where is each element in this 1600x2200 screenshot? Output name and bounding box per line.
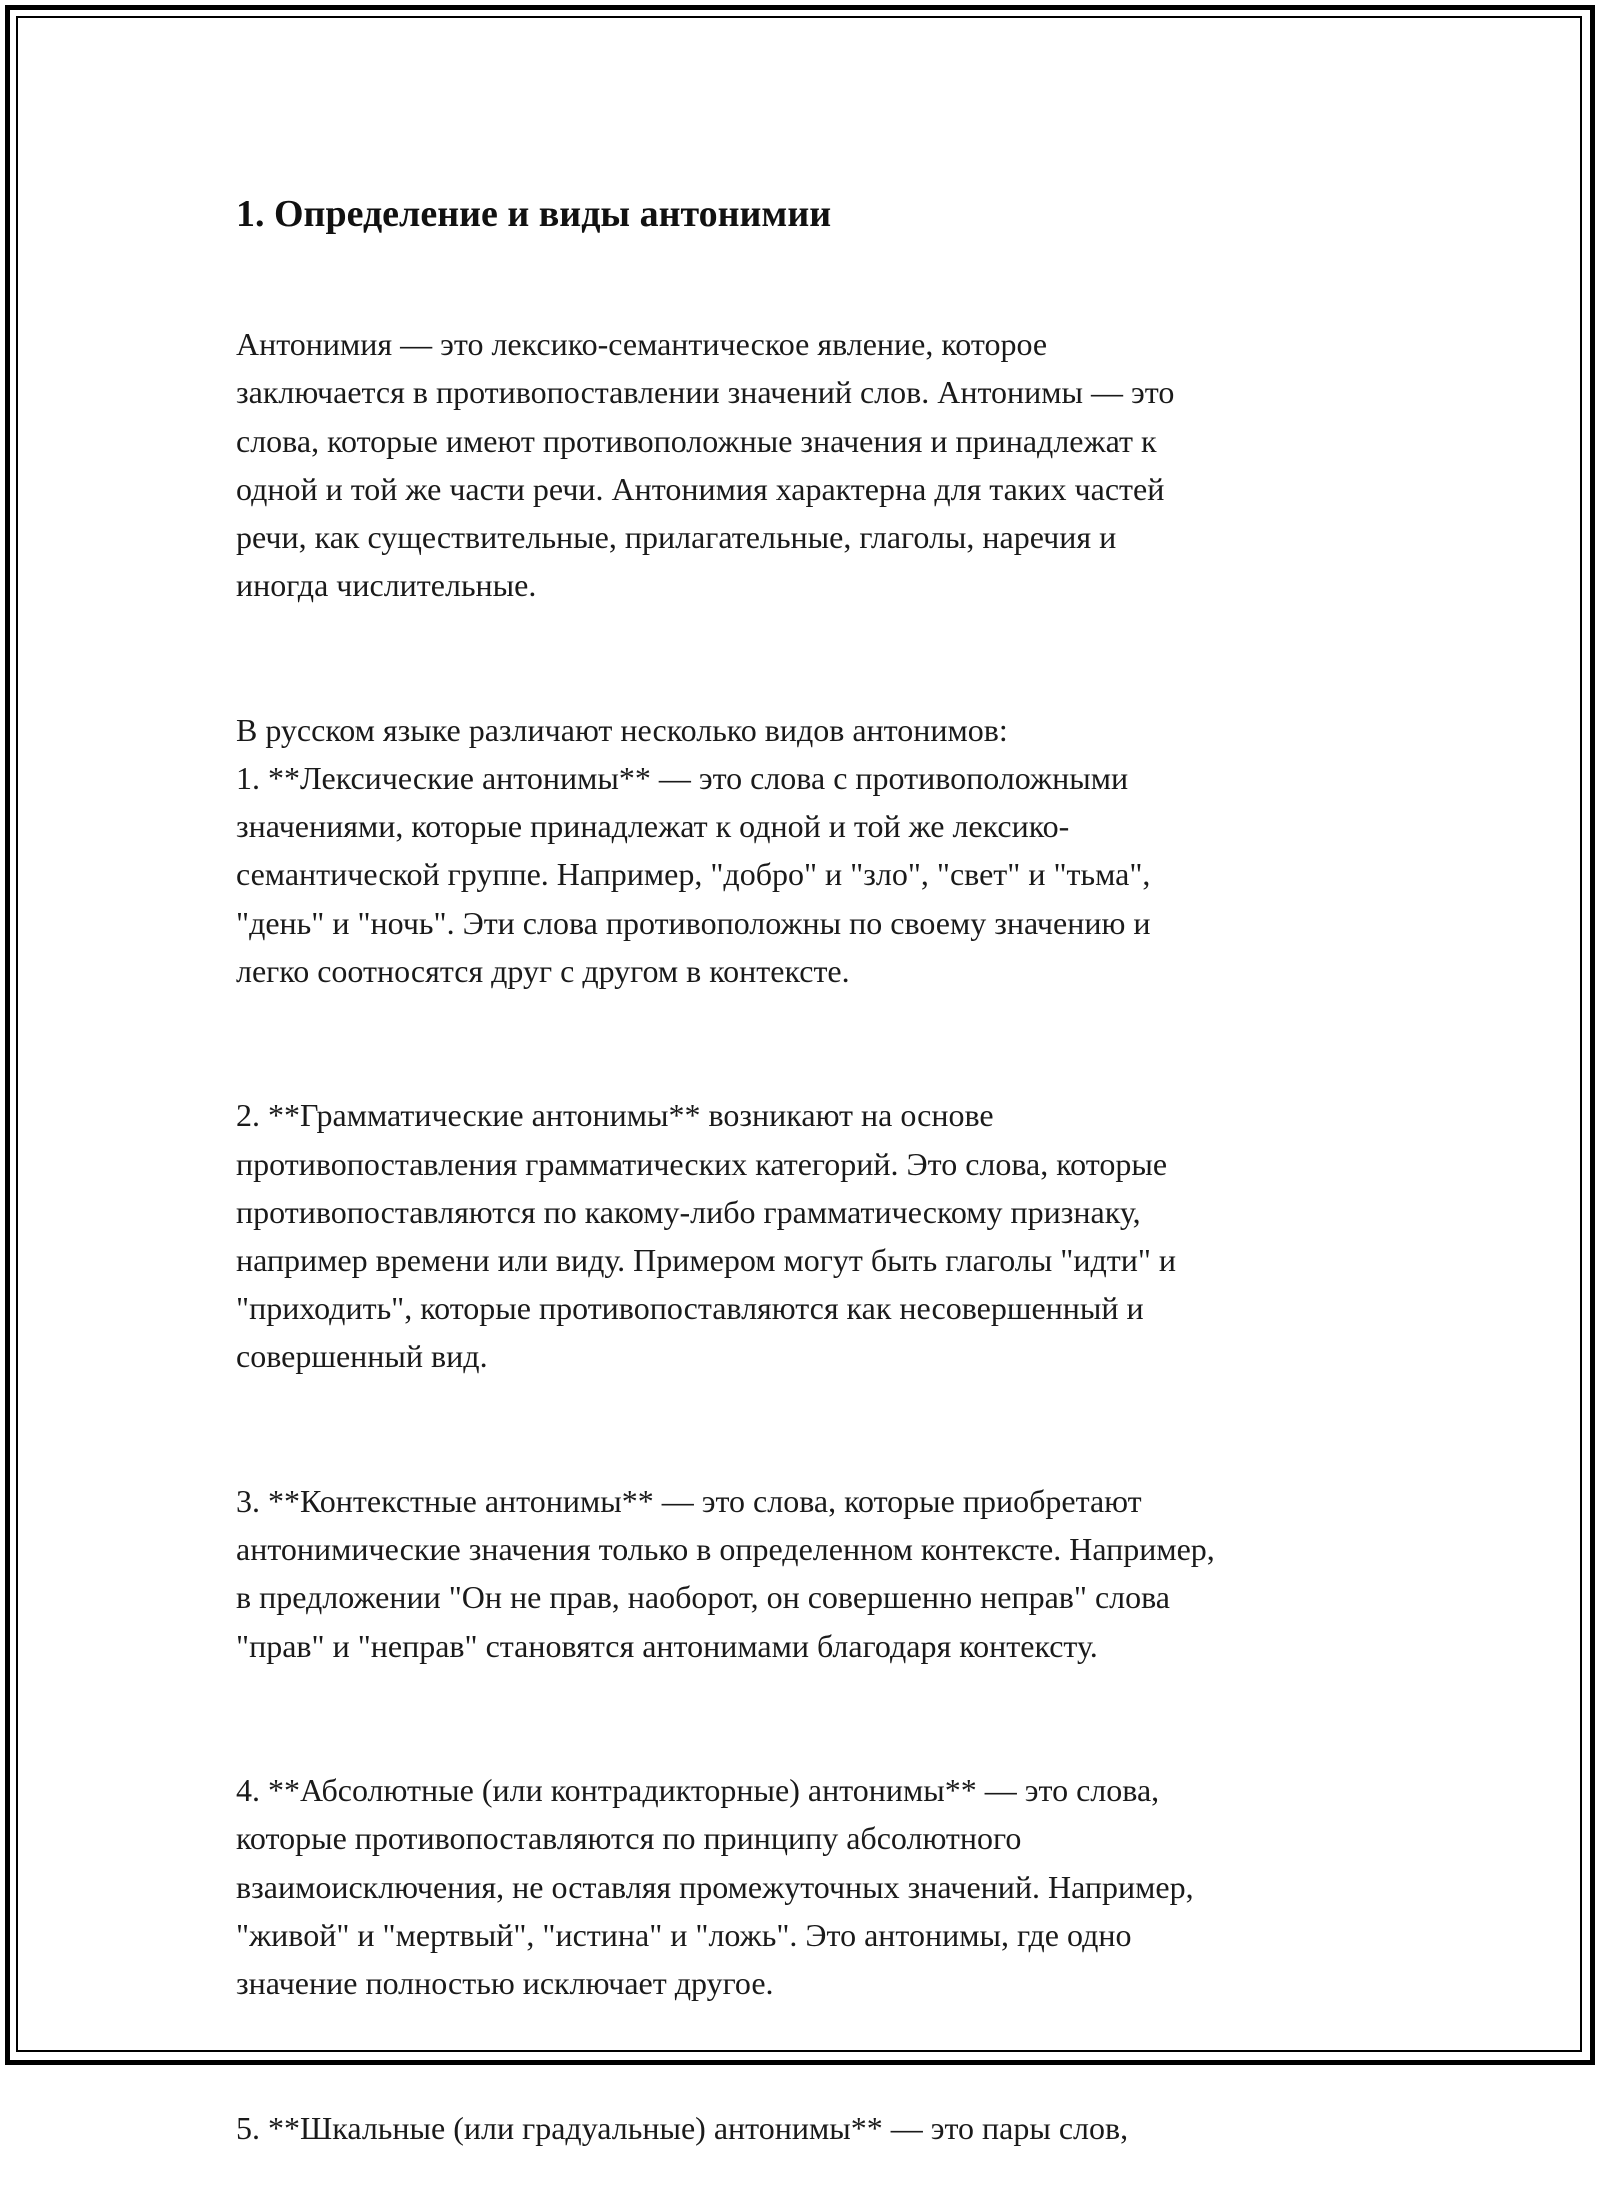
paragraph-lexical-antonyms: В русском языке различают несколько видов антонимов: 1. **Лексические антонимы** — это слова с противоположными значениями, которые принадлежат к одной и той же лексико- семантической группе. Например, "добро" и "зло", "свет" и "тьма", "день" и "ночь". Эти слова противоположны по своему значению и легко соотносятся друг с другом в контексте. — [236, 711, 1151, 989]
section-heading: 1. Определение и виды антонимии — [236, 193, 832, 235]
paragraph-contextual-antonyms: 3. **Контекстные антонимы** — это слова, которые приобретают антонимические значения только в определенном контексте. Например, в предложении "Он не прав, наоборот, он совершенно неправ" слова "прав" и "неправ" становятся антонимами благодаря контексту. — [236, 1483, 1215, 1664]
document-content — [236, 188, 1386, 2200]
paragraph-absolute-antonyms: 4. **Абсолютные (или контрадикторные) антонимы** — это слова, которые противопоставляются по принципу абсолютного взаимоисключения, не оставляя промежуточных значений. Например, "живой" и "мертвый", "истина" и "ложь". Это антонимы, где одно значение полностью исключает другое. — [236, 1772, 1194, 2002]
paragraph-scalar-antonyms: 5. **Шкальные (или градуальные) антонимы** — это пары слов, — [236, 2109, 1129, 2146]
paragraph-definition: Антонимия — это лексико-семантическое явление, которое заключается в противопоставлении значений слов. Антонимы — это слова, которые имеют противоположные значения и принадлежат к одной и той же части речи. Антонимия характерна для таких частей речи, как существительные, прилагательные, глаголы, наречия и иногда числительные. — [236, 326, 1175, 604]
paragraph-grammatical-antonyms: 2. **Грамматические антонимы** возникают на основе противопоставления грамматических категорий. Это слова, которые противопоставляются по какому-либо грамматическому признаку, например времени или виду. Примером могут быть глаголы "идти" и "приходить", которые противопоставляются как несовершенный и совершенный вид. — [236, 1097, 1177, 1375]
document-body — [236, 272, 1386, 2200]
